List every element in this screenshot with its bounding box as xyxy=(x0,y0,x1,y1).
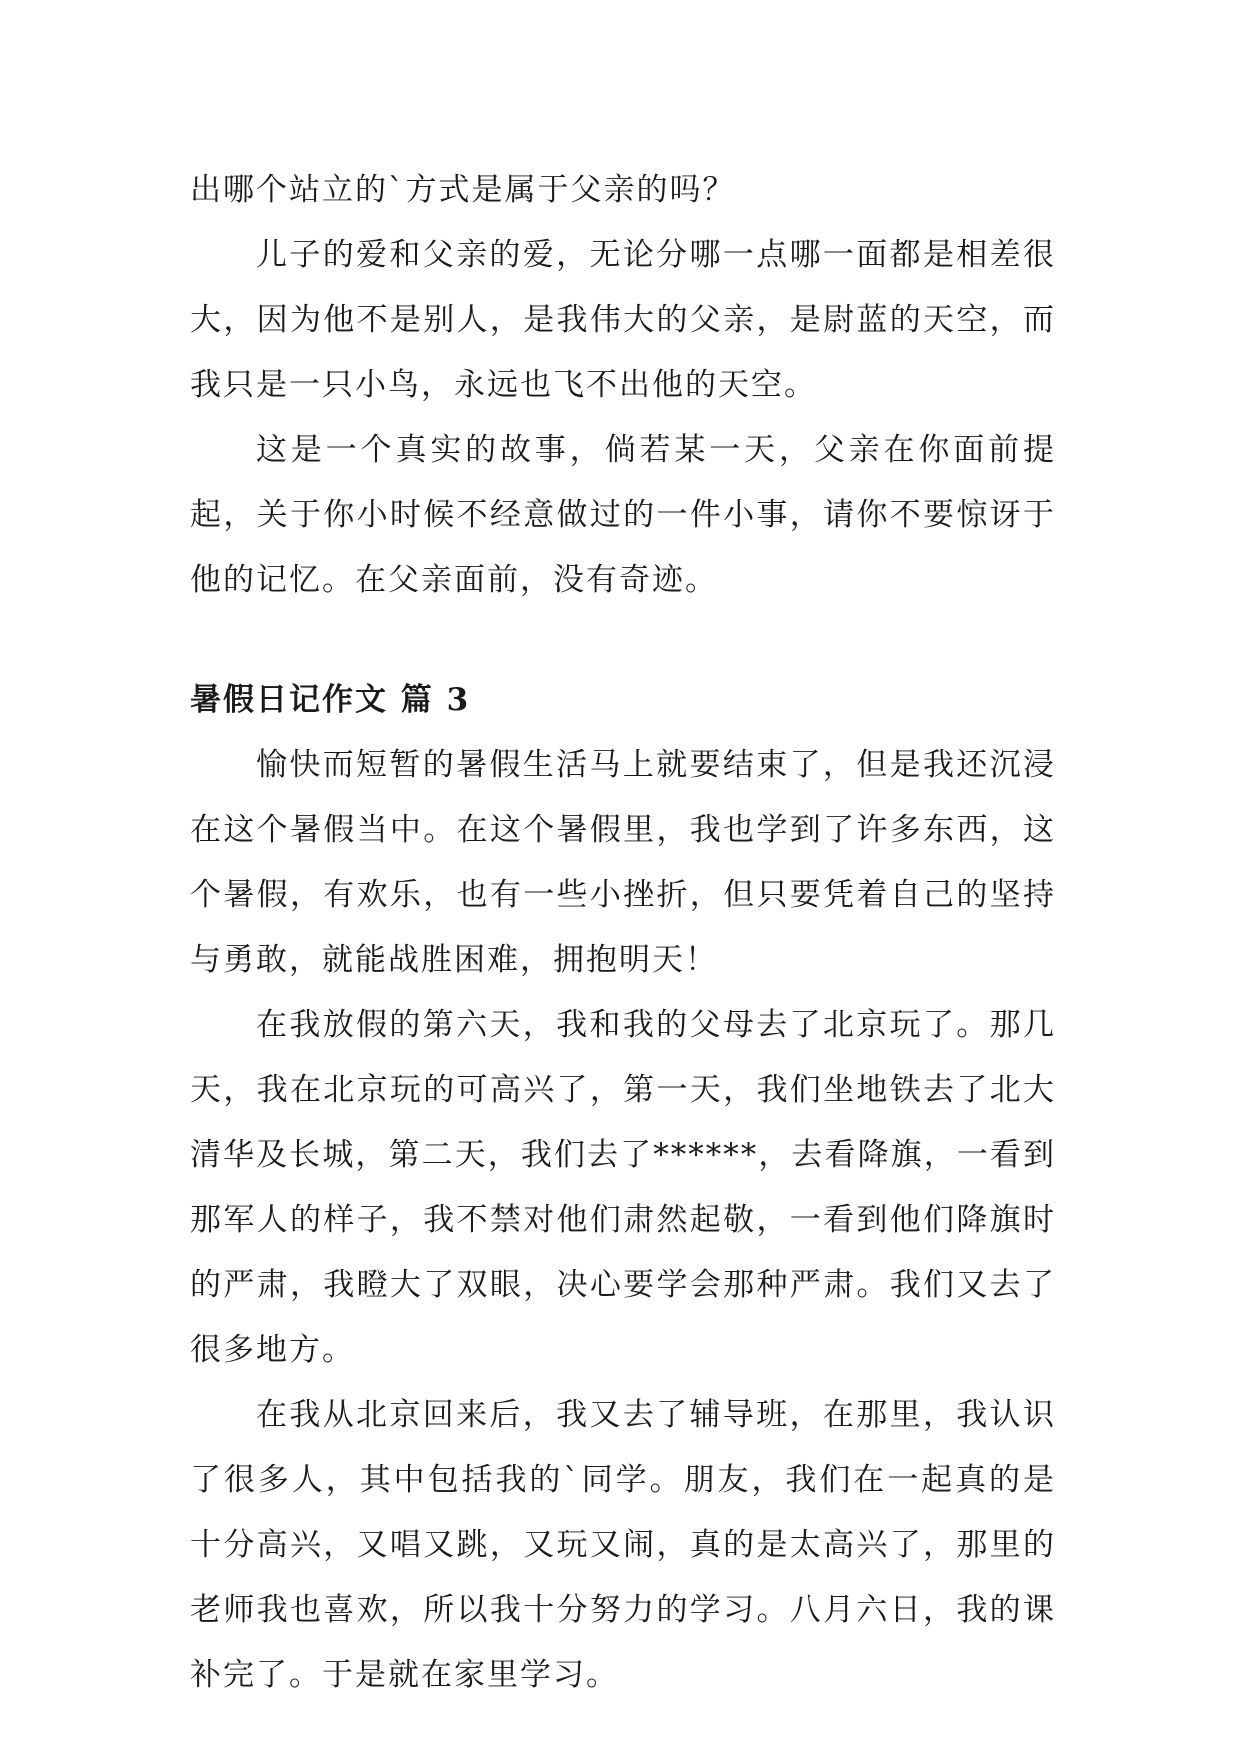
paragraph-continuation: 出哪个站立的`方式是属于父亲的吗？ xyxy=(190,172,736,208)
section-heading: 暑假日记作文 篇 3 xyxy=(190,682,471,718)
paragraph-true-story: 这是一个真实的故事，倘若某一天，父亲在你面前提起，关于你小时候不经意做过的一件小事，请你不要惊讶于他的记忆。在父亲面前，没有奇迹。 xyxy=(190,432,1056,598)
paragraph-tutoring-class: 在我从北京回来后，我又去了辅导班，在那里，我认识了很多人，其中包括我的`同学。朋友，我们在一起真的是十分高兴，又唱又跳，又玩又闹，真的是太高兴了，那里的老师我也喜欢，所以我十分努力的学习。八月六日，我的课补完了。于是就在家里学习。 xyxy=(190,1397,1056,1693)
paragraph-beijing-trip: 在我放假的第六天，我和我的父母去了北京玩了。那几天，我在北京玩的可高兴了，第一天，我们坐地铁去了北大清华及长城，第二天，我们去了******，去看降旗，一看到那军人的样子，我不禁对他们肃然起敬，一看到他们降旗时的严肃，我瞪大了双眼，决心要学会那种严肃。我们又去了很多地方。 xyxy=(190,1007,1056,1368)
paragraph-summer-intro: 愉快而短暂的暑假生活马上就要结束了，但是我还沉浸在这个暑假当中。在这个暑假里，我也学到了许多东西，这个暑假，有欢乐，也有一些小挫折，但只要凭着自己的坚持与勇敢，就能战胜困难，拥抱明天！ xyxy=(190,747,1056,978)
paragraph-father-love: 儿子的爱和父亲的爱，无论分哪一点哪一面都是相差很大，因为他不是别人，是我伟大的父亲，是尉蓝的天空，而我只是一只小鸟，永远也飞不出他的天空。 xyxy=(190,237,1056,403)
document-body xyxy=(190,158,1056,1708)
